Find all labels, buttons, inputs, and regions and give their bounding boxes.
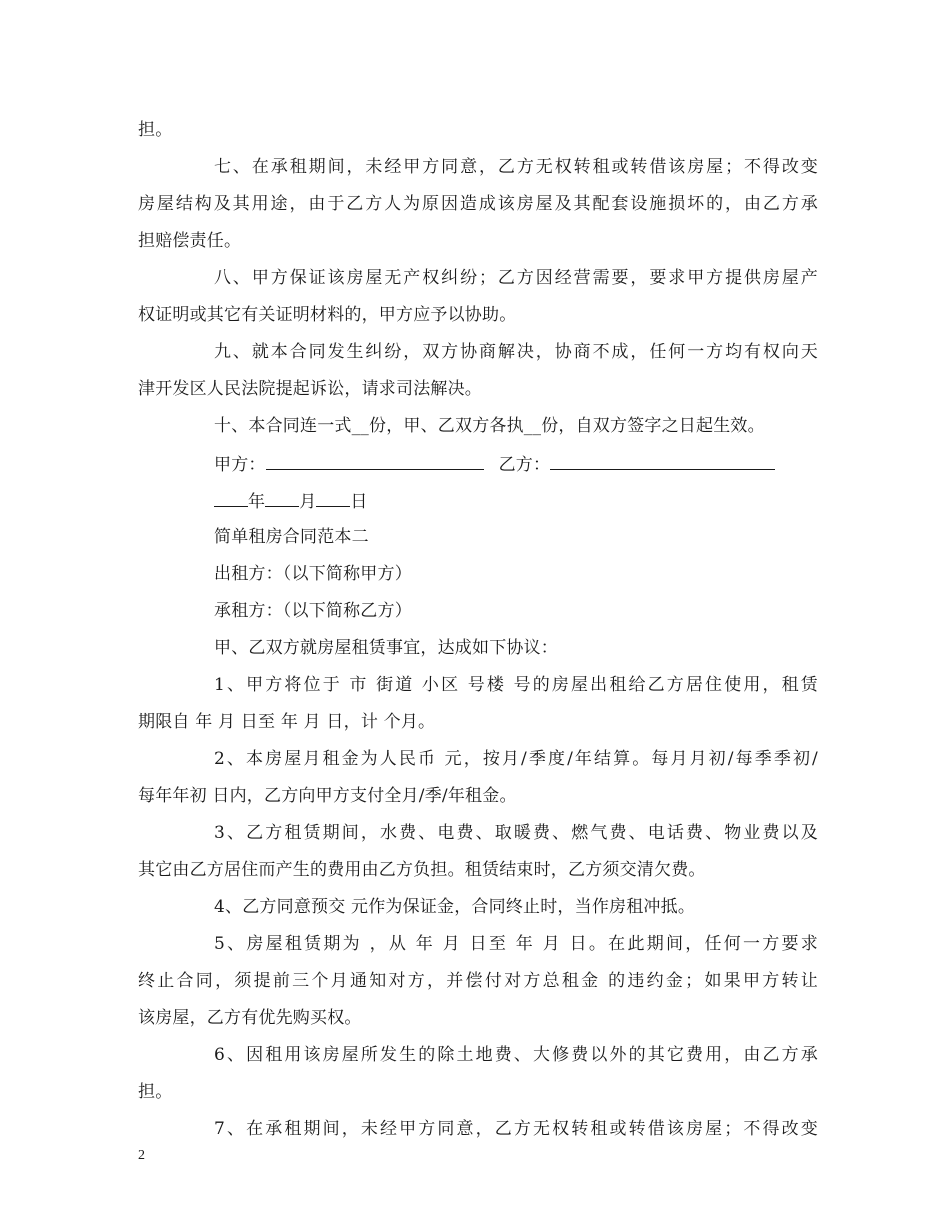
party-a-signature-blank xyxy=(266,445,484,470)
document-body xyxy=(138,112,818,1148)
paragraph-line: 3、乙方租赁期间，水费、电费、取暖费、燃气费、电话费、物业费以及 xyxy=(214,823,818,843)
paragraph-line: 担赔偿责任。 xyxy=(138,231,242,251)
date-row xyxy=(138,482,818,519)
day-label: 日 xyxy=(350,492,368,512)
paragraph-line: 终止合同，须提前三个月通知对方，并偿付对方总租金 的违约金；如果甲方转让 xyxy=(138,971,818,991)
paragraph-line: 7、在承租期间，未经甲方同意，乙方无权转租或转借该房屋；不得改变 xyxy=(214,1119,818,1139)
paragraph-line: 1、甲方将位于 市 街道 小区 号楼 号的房屋出租给乙方居住使用，租赁 xyxy=(214,675,818,695)
section-title: 简单租房合同范本二 xyxy=(214,527,369,547)
paragraph-line: 5、房屋租赁期为 ，从 年 月 日至 年 月 日。在此期间，任何一方要求 xyxy=(214,934,818,954)
paragraph-line: 期限自 年 月 日至 年 月 日，计 个月。 xyxy=(138,712,436,732)
year-blank xyxy=(214,482,248,507)
paragraph-line: 6、因租用该房屋所发生的除土地费、大修费以外的其它费用，由乙方承 xyxy=(214,1045,818,1065)
party-b-signature-blank xyxy=(550,445,775,470)
paragraph-line: 2、本房屋月租金为人民币 元，按月/季度/年结算。每月月初/每季季初/ xyxy=(214,749,818,769)
paragraph-line: 担。 xyxy=(138,120,173,140)
year-label: 年 xyxy=(248,492,266,512)
paragraph-line: 其它由乙方居住而产生的费用由乙方负担。租赁结束时，乙方须交清欠费。 xyxy=(138,860,706,880)
month-blank xyxy=(265,482,299,507)
paragraph-line: 权证明或其它有关证明材料的，甲方应予以协助。 xyxy=(138,305,517,325)
paragraph-line: 甲、乙双方就房屋租赁事宜，达成如下协议： xyxy=(214,638,558,658)
signature-row xyxy=(138,445,818,482)
paragraph-line: 津开发区人民法院提起诉讼，请求司法解决。 xyxy=(138,379,482,399)
lessor-line: 出租方：（以下简称甲方） xyxy=(214,564,412,584)
party-b-label: 乙方： xyxy=(498,455,551,475)
month-label: 月 xyxy=(299,492,317,512)
paragraph-line: 十、本合同连一式__份，甲、乙双方各执__份，自双方签字之日起生效。 xyxy=(214,416,765,436)
day-blank xyxy=(316,482,350,507)
paragraph-line: 房屋结构及其用途，由于乙方人为原因造成该房屋及其配套设施损坏的，由乙方承 xyxy=(138,194,818,214)
paragraph-line: 4、乙方同意预交 元作为保证金，合同终止时，当作房租冲抵。 xyxy=(214,897,696,917)
page-number: 2 xyxy=(138,1148,145,1163)
paragraph-line: 九、就本合同发生纠纷，双方协商解决，协商不成，任何一方均有权向天 xyxy=(214,342,818,362)
lessee-line: 承租方：（以下简称乙方） xyxy=(214,601,412,621)
paragraph-line: 该房屋，乙方有优先购买权。 xyxy=(138,1008,362,1028)
paragraph-line: 每年年初 日内，乙方向甲方支付全月/季/年租金。 xyxy=(138,786,517,806)
paragraph-line: 八、甲方保证该房屋无产权纠纷；乙方因经营需要，要求甲方提供房屋产 xyxy=(214,268,818,288)
paragraph-line: 七、在承租期间，未经甲方同意，乙方无权转租或转借该房屋；不得改变 xyxy=(214,157,818,177)
paragraph-line: 担。 xyxy=(138,1082,173,1102)
party-a-label: 甲方： xyxy=(214,455,266,475)
